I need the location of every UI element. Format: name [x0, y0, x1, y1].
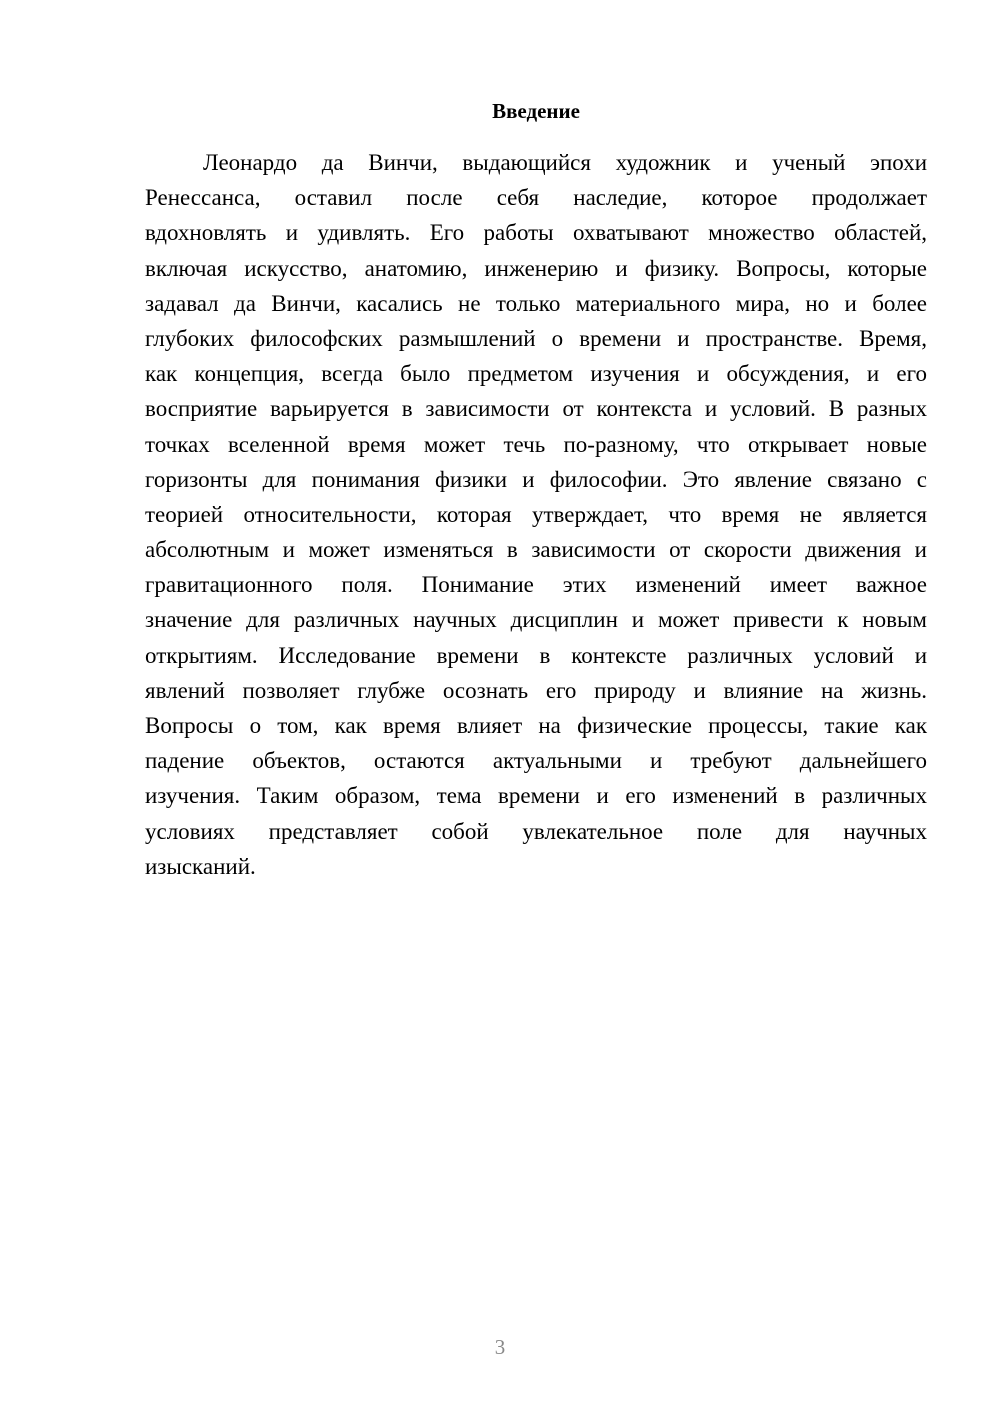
paragraph-line: значение для различных научных дисциплин и может привести к новым — [145, 607, 927, 633]
paragraph-line: падение объектов, остаются актуальными и требуют дальнейшего — [145, 748, 927, 774]
paragraph-line: изучения. Таким образом, тема времени и его изменений в различных — [145, 783, 927, 809]
paragraph-line: вдохновлять и удивлять. Его работы охватывают множество областей, — [145, 220, 927, 246]
body-paragraph — [145, 145, 927, 884]
paragraph-line: задавал да Винчи, касались не только материального мира, но и более — [145, 290, 927, 316]
page-number: 3 — [494, 1335, 506, 1359]
paragraph-line: гравитационного поля. Понимание этих изменений имеет важное — [145, 572, 927, 598]
paragraph-line: как концепция, всегда было предметом изучения и обсуждения, и его — [145, 361, 927, 387]
paragraph-line: глубоких философских размышлений о времени и пространстве. Время, — [145, 325, 927, 351]
paragraph-line: абсолютным и может изменяться в зависимости от скорости движения и — [145, 537, 927, 563]
paragraph-line: горизонты для понимания физики и философии. Это явление связано с — [145, 466, 927, 492]
paragraph-line: точках вселенной время может течь по-разному, что открывает новые — [145, 431, 927, 457]
paragraph-line: изысканий. — [145, 853, 256, 879]
section-heading: Введение — [492, 99, 580, 123]
paragraph-line: условиях представляет собой увлекательное поле для научных — [145, 818, 927, 844]
paragraph-line: Ренессанса, оставил после себя наследие, которое продолжает — [145, 185, 927, 211]
paragraph-line: восприятие варьируется в зависимости от контекста и условий. В разных — [145, 396, 927, 422]
paragraph-line: открытиям. Исследование времени в контексте различных условий и — [145, 642, 927, 668]
paragraph-line: включая искусство, анатомию, инженерию и физику. Вопросы, которые — [145, 255, 927, 281]
paragraph-line: Леонардо да Винчи, выдающийся художник и ученый эпохи — [203, 150, 927, 175]
paragraph-line: явлений позволяет глубже осознать его природу и влияние на жизнь. — [145, 677, 927, 703]
paragraph-line: теорией относительности, которая утверждает, что время не является — [145, 501, 927, 527]
paragraph-line: Вопросы о том, как время влияет на физические процессы, такие как — [145, 713, 927, 738]
